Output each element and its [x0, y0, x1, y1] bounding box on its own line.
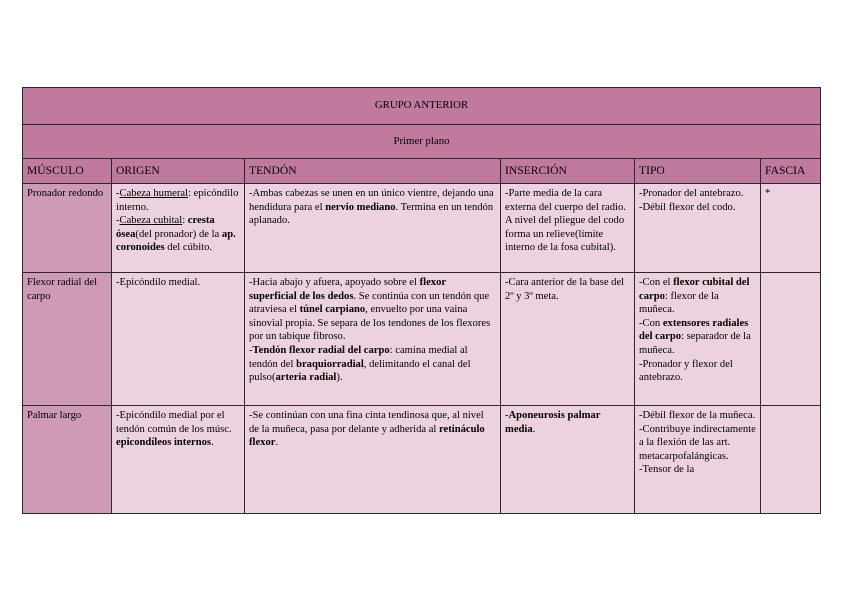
text-fragment: - — [116, 215, 120, 227]
fascia-cell — [761, 273, 821, 406]
text-fragment: . — [211, 437, 214, 449]
text-fragment: - — [116, 188, 120, 199]
origen-line — [116, 214, 240, 255]
origen-cell — [112, 184, 245, 273]
insercion-cell — [501, 406, 635, 514]
tendon-cell — [245, 184, 501, 273]
text-fragment: . — [532, 423, 536, 435]
text-fragment: : — [182, 215, 188, 227]
muscle-cell: Palmar largo — [23, 406, 112, 514]
table-row — [23, 184, 821, 273]
text-fragment: : epicóndilo interno. — [116, 188, 239, 213]
insercion-cell: -Parte media de la cara externa del cuerpo del radio. A nivel del pliegue del codo forma un relieve(límite interno de la fosa cubital). — [501, 184, 635, 273]
tipo-cell — [635, 406, 761, 514]
bold-term: túnel carpiano — [299, 304, 366, 316]
muscle-cell: Flexor radial del carpo — [23, 273, 112, 406]
tipo-line — [639, 276, 756, 317]
bold-term: braquiorradial — [296, 358, 364, 370]
header-tipo: TIPO — [635, 159, 761, 184]
underlined-term: Cabeza humeral — [119, 188, 189, 199]
origen-line — [116, 187, 240, 214]
plane-title: Primer plano — [23, 125, 821, 159]
text-fragment: (del pronador) de la — [135, 228, 222, 240]
tipo-line: -Tensor de la — [639, 464, 695, 476]
tendon-cell — [245, 406, 501, 514]
tipo-line: -Contribuye indirectamente a la flexión de las art. metacarpofalángicas. — [639, 423, 756, 462]
text-fragment: -Se continúan con una fina cinta tendinosa que, al nivel de la muñeca, pasa por delante y adherida al — [249, 410, 484, 435]
tendon-cell — [245, 273, 501, 406]
text-fragment: -Epicóndilo medial por el tendón común de los músc. — [116, 410, 232, 435]
text-fragment: , delimitando el canal del pulso( — [249, 358, 471, 384]
table-row — [23, 273, 821, 406]
text-fragment: : separador de la muñeca. — [639, 331, 751, 356]
tipo-line: -Débil flexor de la muñeca. — [639, 410, 756, 421]
text-fragment: . Termina en un tendón aplanado. — [249, 201, 494, 227]
tipo-line: -Pronador y flexor del antebrazo. — [639, 358, 733, 384]
text-fragment: del cúbito. — [164, 242, 213, 254]
tendon-paragraph — [249, 344, 496, 385]
bold-term: Aponeurosis palmar media — [505, 410, 601, 435]
bold-term: retináculo flexor — [249, 423, 485, 449]
bold-term: nervio mediano — [325, 201, 396, 213]
insercion-cell: -Cara anterior de la base del 2º y 3º meta. — [501, 273, 635, 406]
bold-term: epicondíleos internos — [116, 437, 212, 449]
bold-term: flexor cubital del carpo — [639, 277, 750, 302]
group-title-row — [23, 88, 821, 125]
table-row — [23, 406, 821, 514]
bold-term: ap. coronoides — [116, 228, 236, 254]
text-fragment: -Hacia abajo y afuera, apoyado sobre el — [249, 277, 420, 288]
plane-title-row — [23, 125, 821, 159]
tipo-line: -Débil flexor del codo. — [639, 201, 736, 213]
header-insercion: INSERCIÓN — [501, 159, 635, 184]
fascia-cell: * — [761, 184, 821, 273]
text-fragment: : camina medial al tendón del — [249, 344, 468, 370]
text-fragment: -Con el — [639, 277, 674, 288]
bold-term: arteria radial — [275, 372, 337, 384]
underlined-term: Cabeza cubital — [119, 215, 183, 227]
origen-cell: -Epicóndilo medial. — [112, 273, 245, 406]
tipo-cell — [635, 273, 761, 406]
bold-term: extensores radiales del carpo — [639, 317, 749, 343]
tendon-paragraph — [249, 276, 496, 344]
tipo-cell — [635, 184, 761, 273]
text-fragment: : flexor de la muñeca. — [639, 290, 719, 316]
origen-cell — [112, 406, 245, 514]
tipo-line — [639, 317, 756, 358]
fascia-cell — [761, 406, 821, 514]
header-musculo: MÚSCULO — [23, 159, 112, 184]
text-fragment: - — [249, 344, 253, 356]
text-fragment: - — [505, 410, 509, 421]
text-fragment: -Con — [639, 317, 663, 329]
text-fragment: , envuelto por una vaina sinovial propia. Se separa de los tendones de los flexores por un tabique fibroso. — [249, 304, 491, 343]
bold-term: cresta ósea — [116, 215, 215, 240]
group-title: GRUPO ANTERIOR — [23, 88, 821, 125]
muscle-cell: Pronador redondo — [23, 184, 112, 273]
text-fragment: -Ambas cabezas se unen en un único vientre, dejando una hendidura para el — [249, 188, 494, 213]
bold-term: flexor superficial de los dedos — [249, 277, 446, 302]
header-tendon: TENDÓN — [245, 159, 501, 184]
text-fragment: . Se continúa con un tendón que atraviesa el — [249, 290, 490, 316]
bold-term: Tendón flexor radial del carpo — [252, 344, 390, 356]
header-row — [23, 159, 821, 184]
tipo-line: -Pronador del antebrazo. — [639, 188, 744, 199]
muscle-table — [22, 87, 821, 514]
text-fragment: . — [275, 437, 279, 449]
text-fragment: ). — [336, 372, 343, 384]
header-origen: ORIGEN — [112, 159, 245, 184]
header-fascia: FASCIA — [761, 159, 821, 184]
